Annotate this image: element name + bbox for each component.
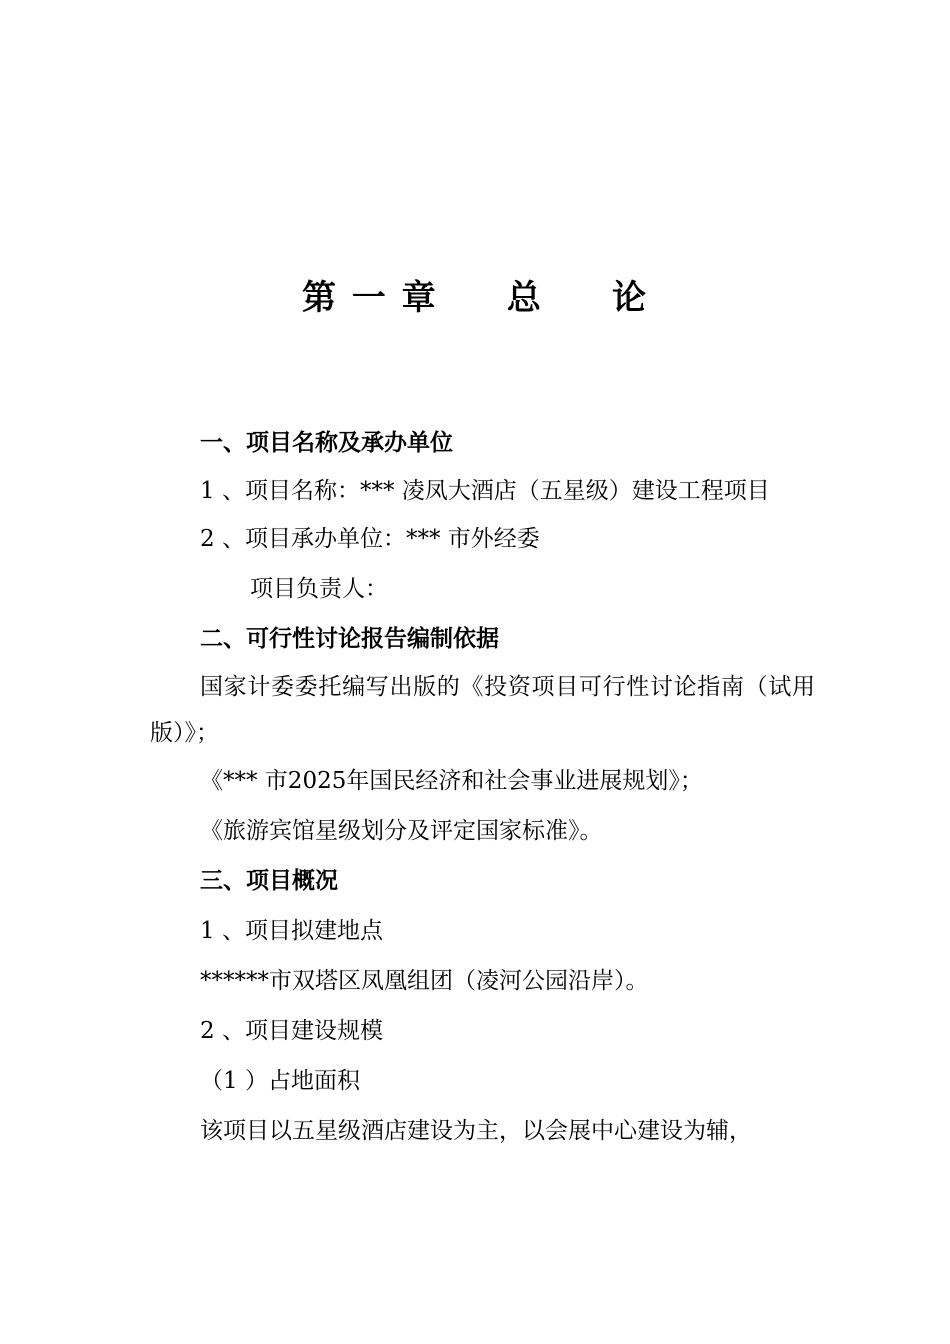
- chapter-title: 第 一 章 总 论: [301, 278, 649, 318]
- section-heading-3: 三、项目概况: [200, 868, 338, 894]
- land-area-subheading: （1 ）占地面积: [200, 1068, 360, 1094]
- section-heading-1: 一、项目名称及承办单位: [200, 430, 453, 456]
- project-leader-paragraph: 项目负责人：: [250, 576, 388, 602]
- location-paragraph: ******市双塔区凤凰组团（凌河公园沿岸）。: [200, 968, 649, 994]
- project-name-paragraph: 1 、项目名称：*** 凌凤大酒店（五星级）建设工程项目: [200, 478, 770, 504]
- document-body: [150, 418, 815, 1156]
- basis-paragraph-3: 《旅游宾馆星级划分及评定国家标准》。: [200, 818, 603, 844]
- basis-paragraph-1: 国家计委委托编写出版的《投资项目可行性讨论指南（试用版）》；: [150, 674, 815, 746]
- scale-subheading: 2 、项目建设规模: [200, 1018, 383, 1044]
- location-subheading: 1 、项目拟建地点: [200, 918, 383, 944]
- scale-paragraph: 该项目以五星级酒店建设为主，以会展中心建设为辅，: [200, 1118, 752, 1144]
- section-heading-2: 二、可行性讨论报告编制依据: [200, 626, 499, 652]
- project-organizer-paragraph: 2 、项目承办单位：*** 市外经委: [200, 526, 540, 552]
- basis-paragraph-2: 《*** 市2025年国民经济和社会事业进展规划》；: [200, 768, 703, 794]
